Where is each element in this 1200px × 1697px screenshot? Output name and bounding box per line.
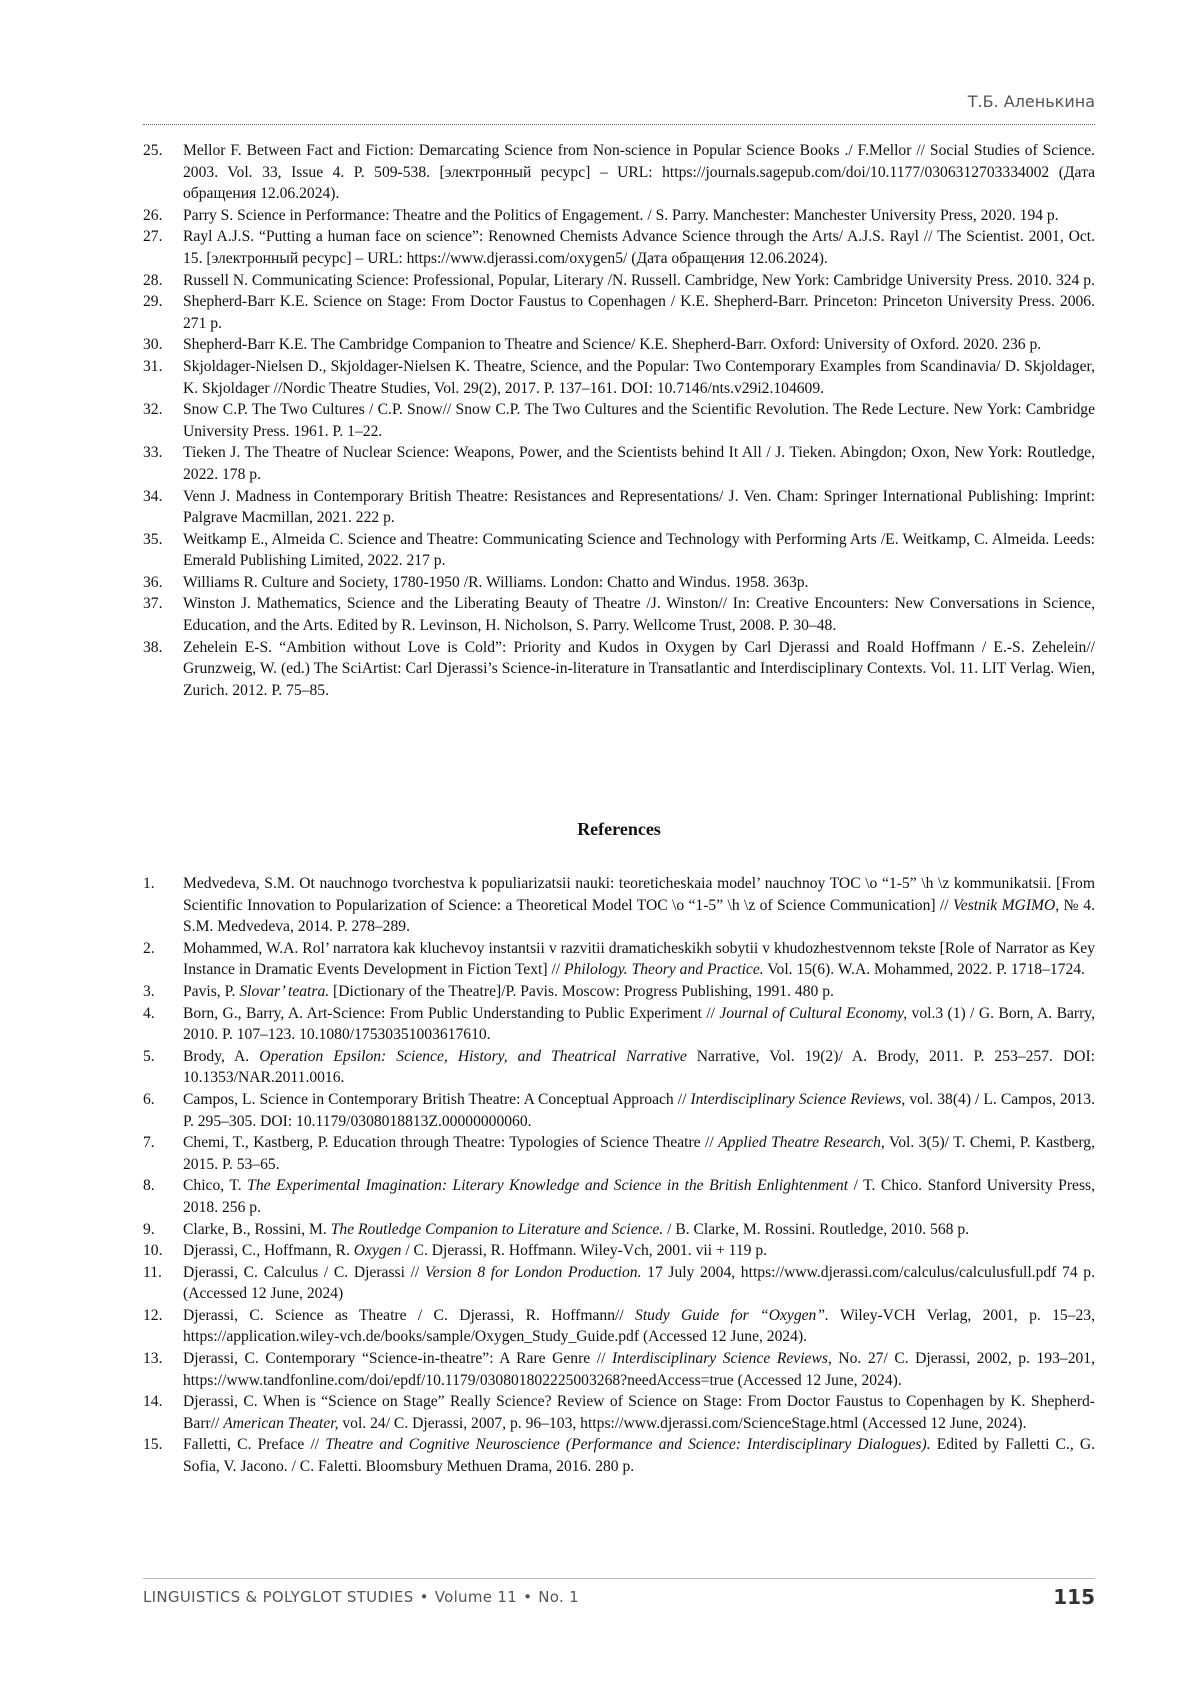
reference-item <box>143 938 1095 981</box>
reference-text <box>183 637 1095 702</box>
footer-journal-info <box>143 1588 579 1606</box>
reference-number: 29. <box>143 293 163 311</box>
reference-item <box>143 291 1095 334</box>
reference-item <box>143 1175 1095 1218</box>
reference-segment: Rayl A.J.S. “Putting a human face on science”: Renowned Chemists Advance Science through the Arts/ A.J.S. Rayl // The Scientist. 2001, Oct. 15. [электронный ресурс] – URL: https://www.djerassi.com/oxygen5/ (Дата обращения 12.06.2024). <box>183 228 1095 267</box>
reference-segment: Campos, L. Science in Contemporary British Theatre: A Conceptual Approach // <box>183 1090 691 1108</box>
reference-text <box>183 442 1095 485</box>
reference-text <box>183 486 1095 529</box>
footer-separator: • <box>419 1588 429 1606</box>
reference-title-italic: Philology. Theory and Practice. <box>564 961 764 979</box>
reference-number: 34. <box>143 487 163 505</box>
reference-segment: Mellor F. Between Fact and Fiction: Demarcating Science from Non-science in Popular Science Books ./ F.Mellor // Social Studies of Science. 2003. Vol. 33, Issue 4. P. 509-538. [электронный ресурс] – URL: https://journals.sagepub.com/doi/10.1177/0306312703334002 (Дата обращения 12.06.2024). <box>183 142 1095 203</box>
reference-text <box>183 1262 1095 1305</box>
reference-number: 26. <box>143 206 163 224</box>
reference-text <box>183 1219 1095 1241</box>
reference-text <box>183 270 1095 292</box>
reference-segment: Djerassi, C. When is “Science on Stage” Really Science? Review of Science on Stage: From Doctor Faustus to Copenhagen by K. Shepherd-Barr// <box>183 1393 1095 1432</box>
reference-number: 10. <box>143 1242 163 1260</box>
reference-segment: Djerassi, C. Calculus / C. Djerassi // <box>183 1263 425 1281</box>
reference-item <box>143 1305 1095 1348</box>
journal-issue: No. 1 <box>538 1588 579 1606</box>
reference-text <box>183 1305 1095 1348</box>
reference-number: 36. <box>143 573 163 591</box>
reference-segment: Djerassi, C. Contemporary “Science-in-theatre”: A Rare Genre // <box>183 1350 612 1368</box>
reference-title-italic: The Experimental Imagination: Literary Knowledge and Science in the British Enlightenment <box>247 1177 849 1195</box>
reference-number: 38. <box>143 638 163 656</box>
reference-number: 1. <box>143 875 155 892</box>
reference-title-italic: Operation Epsilon: Science, History, and Theatrical Narrative <box>259 1047 687 1065</box>
reference-number: 27. <box>143 228 163 246</box>
reference-segment: Russell N. Communicating Science: Professional, Popular, Literary /N. Russell. Cambridge, New York: Cambridge University Press. 2010. 324 p. <box>183 271 1095 289</box>
reference-segment: / B. Clarke, M. Rossini. Routledge, 2010. 568 p. <box>663 1220 970 1238</box>
reference-segment: Wiley-VCH Verlag, 2001, p. 15–23, https://application.wiley-vch.de/books/sample/Oxygen_Study_Guide.pdf (Accessed 12 June, 2024). <box>183 1306 1095 1346</box>
reference-text <box>183 873 1095 938</box>
reference-segment: Winston J. Mathematics, Science and the Liberating Beauty of Theatre /J. Winston// In: Creative Encounters: New Conversations in Science, Education, and the Arts. Edited by R. Levinson, H. Nicholson, S. Parry. Wellcome Trust, 2008. P. 30–48. <box>183 595 1095 635</box>
reference-text <box>183 572 1095 594</box>
reference-item <box>143 1219 1095 1241</box>
footer-separator: • <box>523 1588 533 1606</box>
reference-text <box>183 399 1095 442</box>
reference-text <box>183 1132 1095 1175</box>
reference-item <box>143 1089 1095 1132</box>
reference-number: 35. <box>143 530 163 548</box>
reference-segment: [Dictionary of the Theatre]/P. Pavis. Moscow: Progress Publishing, 1991. 480 p. <box>329 982 834 1000</box>
reference-number: 32. <box>143 401 163 419</box>
reference-number: 5. <box>143 1047 155 1065</box>
reference-segment: Vol. 3(5)/ T. Chemi, P. Kastberg, 2015. P. 53–65. <box>183 1134 1095 1173</box>
reference-segment: Skjoldager-Nielsen D., Skjoldager-Nielsen K. Theatre, Science, and the Popular: Two Contemporary Examples from Scandinavia/ D. Skjoldager, K. Skjoldager //Nordic Theatre Studies, Vol. 29(2), 2017. P. 137–161. DOI: 10.7146/nts.v29i2.104609. <box>183 357 1095 397</box>
reference-text <box>183 334 1095 356</box>
reference-item <box>143 1434 1095 1477</box>
reference-title-italic: Journal of Cultural Economy, <box>719 1004 908 1022</box>
reference-title-italic: Slovar’ teatra. <box>239 982 330 1000</box>
bibliography-list <box>143 140 1095 701</box>
reference-item <box>143 205 1095 227</box>
reference-text <box>183 205 1095 227</box>
reference-number: 13. <box>143 1350 163 1368</box>
reference-item <box>143 356 1095 399</box>
reference-text <box>183 1175 1095 1218</box>
reference-item <box>143 486 1095 529</box>
reference-item <box>143 334 1095 356</box>
references-heading: References <box>577 819 661 839</box>
reference-number: 30. <box>143 336 163 354</box>
reference-item <box>143 572 1095 594</box>
reference-item <box>143 637 1095 702</box>
reference-segment: Shepherd-Barr K.E. The Cambridge Companion to Theatre and Science/ K.E. Shepherd-Barr. Oxford: University of Oxford. 2020. 236 p. <box>183 336 1042 354</box>
reference-number: 25. <box>143 142 163 159</box>
reference-segment: Pavis, P. <box>183 982 240 1000</box>
reference-item <box>143 270 1095 292</box>
reference-item <box>143 226 1095 269</box>
reference-item <box>143 1262 1095 1305</box>
reference-segment: No. 27/ C. Djerassi, 2002, p. 193–201, https://www.tandfonline.com/doi/epdf/10.1179/030801802225003268?needAccess=true (Accessed 12 June, 2024). <box>183 1350 1095 1389</box>
reference-number: 33. <box>143 444 163 462</box>
reference-item <box>143 1046 1095 1089</box>
reference-title-italic: Interdisciplinary Science Reviews, <box>611 1350 832 1368</box>
reference-number: 12. <box>143 1306 163 1324</box>
reference-segment: vol.3 (1) / G. Born, A. Barry, 2010. P. 107–123. 10.1080/17530351003617610. <box>183 1004 1095 1044</box>
footer-divider <box>143 1578 1095 1579</box>
reference-segment: Williams R. Culture and Society, 1780-1950 /R. Williams. London: Chatto and Windus. 1958. 363p. <box>183 573 809 591</box>
reference-segment: Edited by Falletti C., G. Sofia, V. Jacono. / C. Faletti. Bloomsbury Methuen Drama, 2016. 280 p. <box>183 1436 1095 1476</box>
reference-text <box>183 593 1095 636</box>
reference-segment: / T. Chico. Stanford University Press, 2018. 256 p. <box>183 1177 1095 1216</box>
reference-segment: Venn J. Madness in Contemporary British Theatre: Resistances and Representations/ J. Ven. Cham: Springer International Publishing: Imprint: Palgrave Macmillan, 2021. 222 p. <box>183 487 1095 527</box>
reference-title-italic: Version 8 for London Production. <box>424 1263 642 1281</box>
reference-segment: Djerassi, C., Hoffmann, R. <box>183 1242 354 1260</box>
reference-segment: vol. 24/ C. Djerassi, 2007, p. 96–103, https://www.djerassi.com/ScienceStage.html (Accessed 12 June, 2024). <box>338 1414 1027 1432</box>
reference-number: 28. <box>143 271 163 289</box>
reference-segment: Zehelein E-S. “Ambition without Love is Cold”: Priority and Kudos in Oxygen by Carl Djerassi and Roald Hoffmann / E.-S. Zehelein// Grunzweig, W. (ed.) The SciArtist: Carl Djerassi’s Science-in-literature in Transatlantic and Interdisciplinary Contexts. Vol. 11. LIT Verlag. Wien, Zurich. 2012. P. 75–85. <box>183 638 1095 699</box>
reference-item <box>143 140 1095 205</box>
reference-segment: 17 July 2004, https://www.djerassi.com/calculus/calculusfull.pdf 74 p. (Accessed 12 June, 2024) <box>183 1263 1095 1303</box>
reference-segment: Vol. 15(6). W.A. Mohammed, 2022. P. 1718–1724. <box>763 961 1085 979</box>
reference-item <box>143 1003 1095 1046</box>
reference-title-italic: Vestnik MGIMO, <box>953 896 1060 914</box>
reference-title-italic: Study Guide for “Oxygen”. <box>635 1306 829 1324</box>
reference-segment: / C. Djerassi, R. Hoffmann. Wiley-Vch, 2001. vii + 119 p. <box>401 1242 768 1260</box>
reference-item <box>143 442 1095 485</box>
reference-text <box>183 1240 1095 1262</box>
reference-segment: Falletti, C. Preface // <box>183 1436 326 1454</box>
reference-segment: Clarke, B., Rossini, M. <box>183 1220 331 1238</box>
journal-volume: Volume 11 <box>434 1588 518 1606</box>
reference-number: 6. <box>143 1090 155 1108</box>
reference-text <box>183 1089 1095 1132</box>
reference-segment: Tieken J. The Theatre of Nuclear Science: Weapons, Power, and the Scientists behind It All / J. Tieken. Abingdon; Oxon, New York: Routledge, 2022. 178 p. <box>183 444 1095 483</box>
reference-number: 9. <box>143 1220 155 1238</box>
running-header-author: Т.Б. Аленькина <box>967 92 1095 111</box>
reference-segment: Mohammed, W.A. Rol’ narratora kak kluchevoy instantsii v razvitii dramaticheskikh sobytii v khudozhestvennom tekste [Role of Narrator as Key Instance in Dramatic Events Development in Fiction Text] // <box>183 939 1095 979</box>
reference-number: 4. <box>143 1004 155 1022</box>
reference-segment: Parry S. Science in Performance: Theatre and the Politics of Engagement. / S. Parry. Manchester: Manchester University Press, 2020. 194 p. <box>183 206 1059 224</box>
reference-number: 14. <box>143 1393 163 1411</box>
reference-item <box>143 1391 1095 1434</box>
reference-text <box>183 356 1095 399</box>
reference-title-italic: Applied Theatre Research, <box>718 1134 885 1152</box>
reference-text <box>183 1003 1095 1046</box>
reference-segment: Shepherd-Barr K.E. Science on Stage: From Doctor Faustus to Copenhagen / K.E. Shepherd-Barr. Princeton: Princeton University Press. 2006. 271 p. <box>183 293 1095 332</box>
reference-number: 31. <box>143 357 163 375</box>
reference-title-italic: Oxygen <box>353 1242 402 1260</box>
reference-text <box>183 529 1095 572</box>
reference-text <box>183 1434 1095 1477</box>
reference-text <box>183 226 1095 269</box>
reference-segment: Djerassi, C. Science as Theatre / C. Djerassi, R. Hoffmann// <box>183 1306 636 1324</box>
reference-item <box>143 1240 1095 1262</box>
reference-segment: Snow C.P. The Two Cultures / C.P. Snow// Snow C.P. The Two Cultures and the Scientific Revolution. The Rede Lecture. New York: Cambridge University Press. 1961. P. 1–22. <box>183 401 1095 440</box>
reference-item <box>143 981 1095 1003</box>
reference-item <box>143 1132 1095 1175</box>
reference-item <box>143 593 1095 636</box>
reference-number: 7. <box>143 1134 155 1152</box>
header-divider <box>143 124 1095 125</box>
reference-text <box>183 1046 1095 1089</box>
reference-number: 3. <box>143 982 155 1000</box>
reference-item <box>143 529 1095 572</box>
reference-segment: vol. 38(4) / L. Campos, 2013. P. 295–305. DOI: 10.1179/0308018813Z.00000000060. <box>183 1090 1095 1130</box>
reference-title-italic: Theatre and Cognitive Neuroscience (Performance and Science: Interdisciplinary Dialogues). <box>325 1436 931 1454</box>
references-list <box>143 873 1095 1478</box>
reference-text <box>183 1348 1095 1391</box>
reference-segment: Brody, A. <box>183 1047 260 1065</box>
reference-text <box>183 938 1095 981</box>
reference-number: 8. <box>143 1177 155 1195</box>
journal-name: LINGUISTICS & POLYGLOT STUDIES <box>143 1588 414 1606</box>
reference-segment: Narrative, Vol. 19(2)/ A. Brody, 2011. P. 253–257. DOI: 10.1353/NAR.2011.0016. <box>183 1047 1095 1087</box>
reference-item <box>143 1348 1095 1391</box>
reference-text <box>183 140 1095 205</box>
reference-segment: Chemi, T., Kastberg, P. Education through Theatre: Typologies of Science Theatre // <box>183 1134 719 1152</box>
reference-number: 37. <box>143 595 163 613</box>
reference-title-italic: American Theater, <box>223 1414 339 1432</box>
reference-number: 2. <box>143 939 155 957</box>
reference-title-italic: The Routledge Companion to Literature and Science. <box>330 1220 664 1238</box>
reference-segment: Medvedeva, S.M. Ot nauchnogo tvorchestva k populiarizatsii nauki: teoreticheskaia model’ nauchnoy TOC \o “1-5” \h \z kommunikatsii. [From Scientific Innovation to Popularization of Science: a Theoretical Model TOC \o “1-5” \h \z of Science Communication] // <box>183 875 1095 914</box>
reference-item <box>143 399 1095 442</box>
reference-number: 11. <box>143 1263 162 1281</box>
reference-text <box>183 291 1095 334</box>
page-number: 115 <box>1053 1585 1095 1609</box>
reference-segment: № 4. S.M. Medvedeva, 2014. P. 278–289. <box>183 896 1095 936</box>
reference-item <box>143 873 1095 938</box>
reference-number: 15. <box>143 1436 163 1454</box>
reference-segment: Chico, T. <box>183 1177 248 1195</box>
reference-segment: Weitkamp E., Almeida C. Science and Theatre: Communicating Science and Technology with Performing Arts /E. Weitkamp, C. Almeida. Leeds: Emerald Publishing Limited, 2022. 217 p. <box>183 530 1095 570</box>
reference-text <box>183 981 1095 1003</box>
reference-segment: Born, G., Barry, A. Art-Science: From Public Understanding to Public Experiment // <box>183 1004 720 1022</box>
reference-title-italic: Interdisciplinary Science Reviews, <box>690 1090 906 1108</box>
reference-text <box>183 1391 1095 1434</box>
